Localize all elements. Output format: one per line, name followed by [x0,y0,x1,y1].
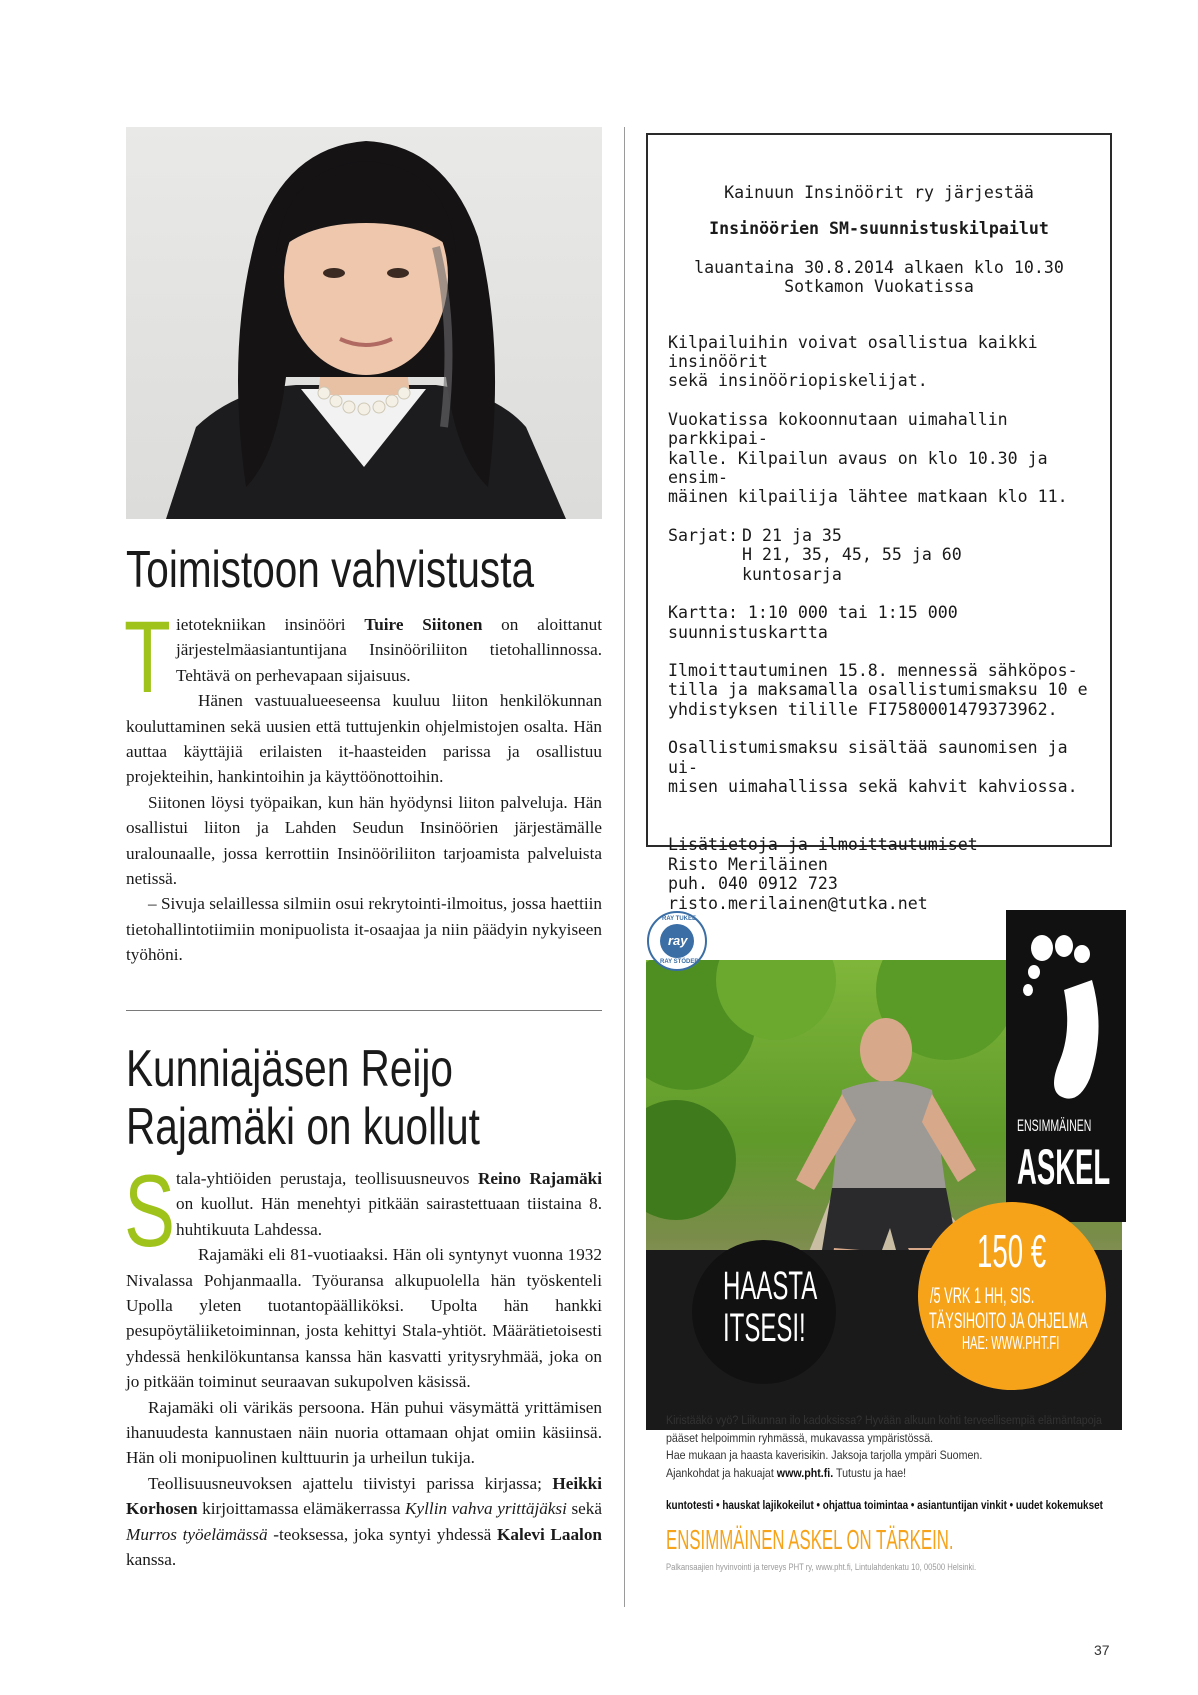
challenge-text: HAASTA ITSESI! [723,1264,818,1350]
article2-text: tala-yhtiöiden perustaja, teollisuusneuvos [176,1169,478,1188]
event-organizer: Kainuun Insinöörit ry järjestää [724,183,1034,202]
article2-text: -teoksessa, joka syntyi yhdessä [267,1524,497,1544]
article2-dropcap: S [124,1154,176,1268]
series-item: D 21 ja 35 [742,525,842,545]
offer-price: 150 € [977,1225,1047,1277]
offer-includes: TÄYSIHOITO JA OHJELMA [929,1308,1088,1333]
event-title: Insinöörien SM-suunnistuskilpailut [709,219,1049,239]
event-series [668,526,1090,584]
event-location: Sotkamon Vuokatissa [784,277,974,297]
advertisement [646,910,1124,1610]
offer-link: HAE: WWW.PHT.FI [962,1333,1060,1353]
ad-line: pääset helpoimmin ryhmässä, mukavassa ympäristössä. [666,1430,934,1445]
article1-paragraph: Hänen vastuualueeseensa kuuluu liiton henkilökunnan kouluttaminen sekä uusien että tuttujenkin ohjelmistojen osalta. Hän auttaa käyttäjiä erilaisten it-haasteiden parissa ja osallistuu projekteihin, hankintoihin ja käyttöönottoihin. [126,691,602,787]
article1-body [124,600,602,968]
article1-text: on aloittanut järjestelmäasiantuntijana Insinööriliiton tietohallinnossa. Tehtävä on perhevapaan sijaisuus. [176,615,602,685]
article1-paragraph [124,600,602,714]
event-registration: Ilmoittautuminen 15.8. mennessä sähköpos- tilla ja maksamalla osallistumismaksu 10 e yhdistyksen tilille FI7580001479373962. [668,660,1088,719]
person-name: Kalevi Laalon [496,1524,602,1544]
book-title: Kyllin vahva yrittäjäksi [405,1499,567,1519]
portrait-illustration [126,127,602,519]
portrait-photo [126,127,602,519]
article2-text: kanssa. [126,1550,177,1570]
series-spacer [668,545,742,564]
article2-text: on kuollut. Hän menehtyi pitkään sairastettuaan tiistaina 8. huhtikuuta Lahdessa. [176,1194,602,1239]
person-name: Heikki Korhosen [126,1473,602,1519]
footprint-icon [1006,910,1126,1110]
ray-badge-label: ray [668,933,688,948]
article1-title: Toimistoon vahvistusta [126,541,535,599]
ad-line [666,1465,1044,1483]
ray-badge-top: RAY TUKEE [662,916,697,922]
article1-paragraph: – Sivuja selaillessa silmiin osui rekrytointi-ilmoitus, jossa haettiin tietohallintotiimiin monipuolista it-osaajaa ja niin päädyin nykyiseen työhöni. [126,894,602,965]
ad-text: Ajankohdat ja hakuajat [666,1465,777,1480]
article2-paragraph [124,1154,602,1268]
ad-footer: Palkansaajien hyvinvointi ja terveys PHT ry, www.pht.fi, Lintulahdenkatu 10, 00500 Helsinki. [666,1562,977,1572]
article2-text: Teollisuusneuvoksen ajattelu tiivistyi parissa kirjassa; [148,1473,553,1493]
article2-text: kirjoittamassa elämäkerrassa [197,1499,406,1519]
article1-dropcap: T [124,600,171,714]
ad-line: Hae mukaan ja haasta kaverisikin. Jaksoja tarjolla ympäri Suomen. [666,1448,983,1463]
series-row [668,545,1090,564]
article1-text: ietotekniikan insinööri [176,615,365,634]
ad-slogan: ENSIMMÄINEN ASKEL ON TÄRKEIN. [666,1524,954,1555]
page-number: 37 [1094,1642,1110,1658]
event-date: lauantaina 30.8.2014 alkaen klo 10.30 [694,257,1064,277]
event-announcement-box [646,133,1112,913]
brand-big: ASKEL [1017,1139,1111,1195]
ad-feature-list: kuntotesti • hauskat lajikokeilut • ohjattua toimintaa • asiantuntijan vinkit • uudet kokemukset [666,1498,1103,1512]
article2-text: sekä [566,1499,602,1519]
series-spacer [668,565,742,584]
series-item: kuntosarja [742,564,842,584]
ad-line: Kiristääkö vyö? Liikunnan ilo kadoksissa? Hyvään alkuun kohti terveellisempiä elämäntapoja [666,1413,1102,1427]
event-fee: Osallistumismaksu sisältää saunomisen ja ui- misen uimahallissa sekä kahvit kahviossa. [668,738,1078,796]
person-name: Reino Rajamäki [477,1169,602,1188]
article2-paragraph: Rajamäki oli värikäs persoona. Hän puhui väsymättä yrittämisen ihanuudesta kannustaen näin nuoria ottamaan ohjat omiin käsiinsä. Hän oli monipuolinen kulttuurin ja urheilun tukija. [126,1397,602,1468]
series-row [668,565,1090,584]
article2-body [124,1154,602,1573]
ad-body-text [666,1412,1102,1482]
series-item: H 21, 35, 45, 55 ja 60 [742,545,962,565]
series-row [668,526,1090,545]
event-map: Kartta: 1:10 000 tai 1:15 000 suunnistuskartta [668,603,968,642]
article2-title: Kunniajäsen Reijo Rajamäki on kuollut [126,1040,480,1156]
ray-badge-bottom: RAY STÖDER [660,959,699,965]
brand-small: ENSIMMÄINEN [1017,1116,1092,1135]
ad-website-link[interactable]: www.pht.fi. [776,1465,834,1480]
column-divider [624,127,625,1607]
article-separator [126,1010,602,1011]
person-name: Tuire Siitonen [364,615,483,634]
article2-paragraph: Rajamäki eli 81-vuotiaaksi. Hän oli syntynyt vuonna 1932 Nivalassa Pohjanmaalla. Työuransa alkupuolella hän työskenteli Upolla yleten tuotantopäälliköksi. Upolta hän hankki pesupöytäliiketoiminnan, josta kehittyi Stala-yhtiöt. Määrätietoisesti yhdessä henkilökuntansa kanssa hän kasvatti yritysryhmää, joka on jo pitkään toiminut seuraavan sukupolven käsissä. [126,1245,602,1392]
book-title: Murros työelämässä [126,1524,268,1544]
article1-paragraph: Siitonen löysi työpaikan, kun hän hyödynsi liiton palveluja. Hän osallistui liiton ja Lahden Seudun Insinöörien järjestämälle uralounaalle, jossa kerrottiin Insinööriliiton tarjoamista palveluista netissä. [126,792,602,889]
event-participants: Kilpailuihin voivat osallistua kaikki insinöörit sekä insinööriopiskelijat. [668,332,1038,391]
offer-duration: /5 VRK 1 HH, SIS. [930,1283,1035,1308]
series-label: Sarjat: [668,525,738,545]
event-meeting-place: Vuokatissa kokoonnutaan uimahallin parkkipai- kalle. Kilpailun avaus on klo 10.30 ja ensim- mäinen kilpailija lähtee matkaan klo 11. [668,409,1068,507]
event-contact: Lisätietoja ja ilmoittautumiset Risto Meriläinen puh. 040 0912 723 risto.merilainen@tutka.net [668,835,978,913]
ad-text: Tutustu ja hae! [833,1465,907,1480]
article2-paragraph [126,1471,602,1573]
